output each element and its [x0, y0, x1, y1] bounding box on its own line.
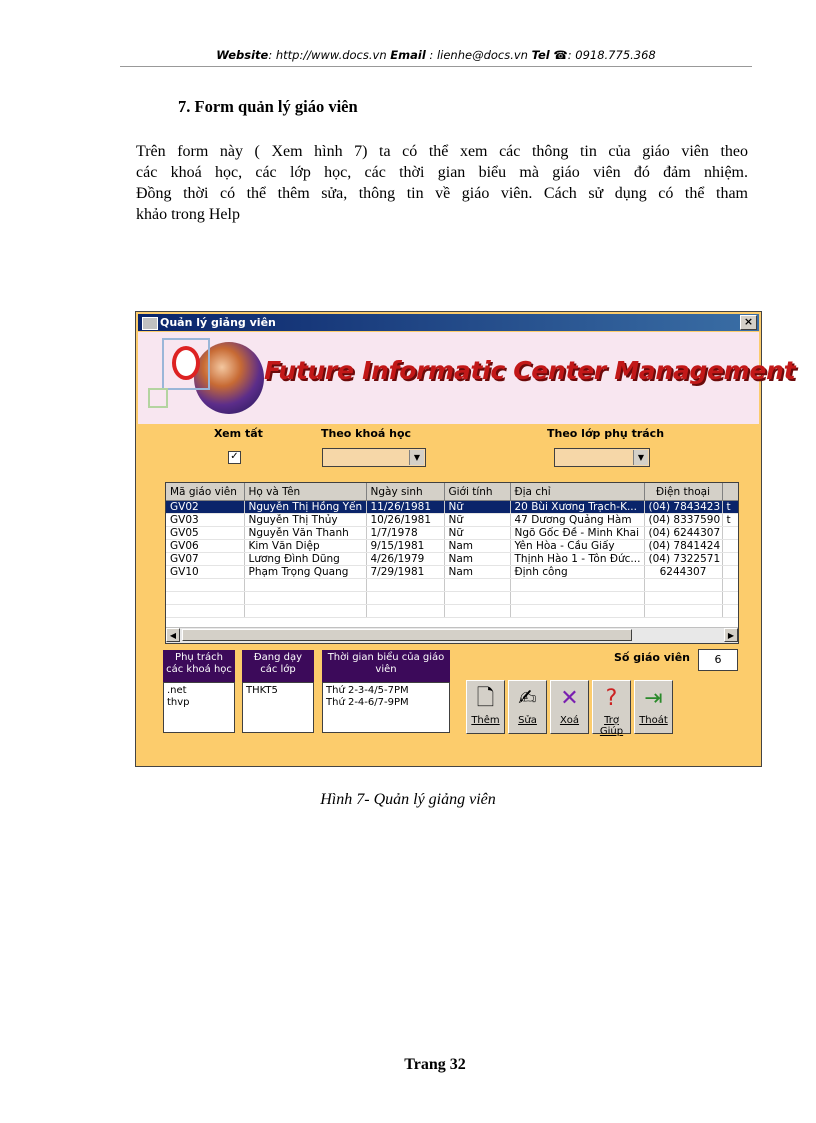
- cell: Nam: [444, 566, 510, 579]
- cell: 9/15/1981: [366, 540, 444, 553]
- cell: [722, 540, 739, 553]
- teacher-grid[interactable]: [165, 482, 739, 644]
- cell: Thịnh Hào 1 - Tôn Đức...: [510, 553, 644, 566]
- scroll-left-icon[interactable]: ◀: [166, 628, 180, 642]
- tel-label: Tel: [531, 48, 550, 62]
- decor-square-icon: [148, 388, 168, 408]
- list-item[interactable]: .net: [167, 685, 187, 696]
- header-divider: [120, 66, 752, 67]
- cell: (04) 7843423: [644, 501, 722, 514]
- by-class-label: Theo lớp phụ trách: [547, 427, 665, 440]
- add-button-label: Thêm: [471, 715, 500, 726]
- paragraph-line: Đồng thời có thể thêm sửa, thông tin về giáo viên. Cách sử dụng có thể tham: [136, 185, 748, 202]
- cell: [722, 553, 739, 566]
- table-row[interactable]: [166, 553, 739, 566]
- teacher-count-field: 6: [698, 649, 738, 671]
- cell: t: [722, 514, 739, 527]
- email-label: Email: [390, 48, 426, 62]
- list-item[interactable]: thvp: [167, 697, 190, 708]
- website-value: : http://www.docs.vn: [268, 48, 387, 62]
- table-row[interactable]: [166, 501, 739, 514]
- classes-list[interactable]: [242, 682, 314, 733]
- cell: 47 Dương Quảng Hàm: [510, 514, 644, 527]
- delete-button[interactable]: [550, 680, 589, 734]
- teacher-count-label: Số giáo viên: [614, 651, 690, 664]
- cell: 11/26/1981: [366, 501, 444, 514]
- list-item[interactable]: Thứ 2-4-6/7-9PM: [326, 697, 409, 708]
- exit-door-icon: ⇥: [644, 686, 663, 711]
- cell: 4/26/1979: [366, 553, 444, 566]
- cell: Lương Đình Dũng: [244, 553, 366, 566]
- website-label: Website: [216, 48, 269, 62]
- cell: Nam: [444, 553, 510, 566]
- column-header[interactable]: Điện thoại: [644, 483, 722, 501]
- cell: (04) 7841424: [644, 540, 722, 553]
- cell: Nguyễn Thị Hồng Yến: [244, 501, 366, 514]
- list-item[interactable]: Thứ 2-3-4/5-7PM: [326, 685, 409, 696]
- exit-button[interactable]: [634, 680, 673, 734]
- cell: GV10: [166, 566, 244, 579]
- column-header[interactable]: Ngày sinh: [366, 483, 444, 501]
- page-header: [120, 48, 752, 62]
- phone-icon: ☎: [553, 48, 568, 62]
- paragraph-line: các khoá học, các lớp học, các thời gian biểu mà giáo viên đó đảm nhiệm.: [136, 164, 748, 181]
- column-header[interactable]: [722, 483, 739, 501]
- cell: Nữ: [444, 501, 510, 514]
- course-select[interactable]: [322, 448, 426, 467]
- table-row[interactable]: [166, 527, 739, 540]
- grid-header-row: [166, 483, 739, 501]
- chevron-down-icon: ▼: [633, 450, 648, 465]
- show-all-label: Xem tất: [214, 427, 263, 440]
- help-button[interactable]: [592, 680, 631, 737]
- list-item[interactable]: THKT5: [246, 685, 278, 696]
- figure-caption: Hình 7- Quản lý giảng viên: [320, 791, 496, 808]
- banner-title: Future Informatic Center Management: [264, 356, 796, 385]
- courses-header: Phụ trách các khoá học: [163, 650, 235, 682]
- cell: Nguyễn Văn Thanh: [244, 527, 366, 540]
- email-value: : lienhe@docs.vn: [429, 48, 528, 62]
- window-titlebar: [138, 314, 759, 331]
- tel-value: : 0918.775.368: [567, 48, 656, 62]
- column-header[interactable]: Địa chỉ: [510, 483, 644, 501]
- help-question-icon: ?: [605, 686, 618, 711]
- cell: t: [722, 501, 739, 514]
- edit-button-label: Sửa: [518, 715, 537, 726]
- column-header[interactable]: Giới tính: [444, 483, 510, 501]
- class-select[interactable]: [554, 448, 650, 467]
- edit-button[interactable]: [508, 680, 547, 734]
- cell: GV03: [166, 514, 244, 527]
- empty-row: [166, 605, 739, 618]
- table-row[interactable]: [166, 566, 739, 579]
- body-paragraph: [136, 141, 748, 225]
- empty-row: [166, 592, 739, 605]
- cell: Nữ: [444, 527, 510, 540]
- cell: 7/29/1981: [366, 566, 444, 579]
- cell: [722, 527, 739, 540]
- cell: GV05: [166, 527, 244, 540]
- cell: 1/7/1978: [366, 527, 444, 540]
- cell: (04) 8337590: [644, 514, 722, 527]
- cell: Kim Văn Diệp: [244, 540, 366, 553]
- cell: Nữ: [444, 514, 510, 527]
- exit-button-label: Thoát: [639, 715, 668, 726]
- cell: (04) 6244307: [644, 527, 722, 540]
- cell: [722, 566, 739, 579]
- paragraph-line: khảo trong Help: [136, 206, 240, 223]
- classes-header: Đang dạy các lớp: [242, 650, 314, 682]
- banner: [138, 332, 796, 424]
- section-title: 7. Form quản lý giáo viên: [178, 97, 358, 116]
- close-button[interactable]: ×: [740, 315, 757, 330]
- by-course-label: Theo khoá học: [321, 427, 412, 440]
- horizontal-scrollbar[interactable]: [166, 627, 738, 643]
- cell: 6244307: [644, 566, 722, 579]
- teacher-management-window: [135, 311, 796, 767]
- cell: GV06: [166, 540, 244, 553]
- delete-button-label: Xoá: [559, 715, 580, 726]
- empty-row: [166, 579, 739, 592]
- cell: Nam: [444, 540, 510, 553]
- cell: Yên Hòa - Cầu Giấy: [510, 540, 644, 553]
- page-number: Trang 32: [404, 1056, 466, 1073]
- help-button-label: Trợ Giúp: [599, 715, 624, 737]
- cell: Phạm Trọng Quang: [244, 566, 366, 579]
- table-row[interactable]: [166, 540, 739, 553]
- app-icon: [142, 317, 158, 330]
- table-row[interactable]: [166, 514, 739, 527]
- emblem-icon: [162, 338, 210, 390]
- add-button[interactable]: [466, 680, 505, 734]
- paragraph-line: Trên form này ( Xem hình 7) ta có thể xem các thông tin của giáo viên theo: [136, 143, 748, 160]
- delete-x-icon: ✕: [560, 686, 579, 711]
- cell: GV07: [166, 553, 244, 566]
- show-all-checkbox[interactable]: ✓: [228, 451, 241, 464]
- scrollbar-thumb[interactable]: [182, 629, 632, 641]
- cell: Ngõ Gốc Đề - Minh Khai: [510, 527, 644, 540]
- new-document-icon: 🗋: [476, 686, 495, 711]
- window-title: Quản lý giảng viên: [160, 316, 276, 329]
- column-header[interactable]: Họ và Tên: [244, 483, 366, 501]
- cell: Định công: [510, 566, 644, 579]
- edit-hand-icon: ✍: [518, 686, 537, 711]
- cell: GV02: [166, 501, 244, 514]
- cell: (04) 7322571: [644, 553, 722, 566]
- schedule-list[interactable]: [322, 682, 450, 733]
- chevron-down-icon: ▼: [409, 450, 424, 465]
- schedule-header: Thời gian biểu của giáo viên: [322, 650, 450, 682]
- cell: 10/26/1981: [366, 514, 444, 527]
- cell: 20 Bùi Xương Trạch-K...: [510, 501, 644, 514]
- column-header[interactable]: Mã giáo viên: [166, 483, 244, 501]
- courses-list[interactable]: [163, 682, 235, 733]
- scroll-right-icon[interactable]: ▶: [724, 628, 738, 642]
- cell: Nguyễn Thị Thủy: [244, 514, 366, 527]
